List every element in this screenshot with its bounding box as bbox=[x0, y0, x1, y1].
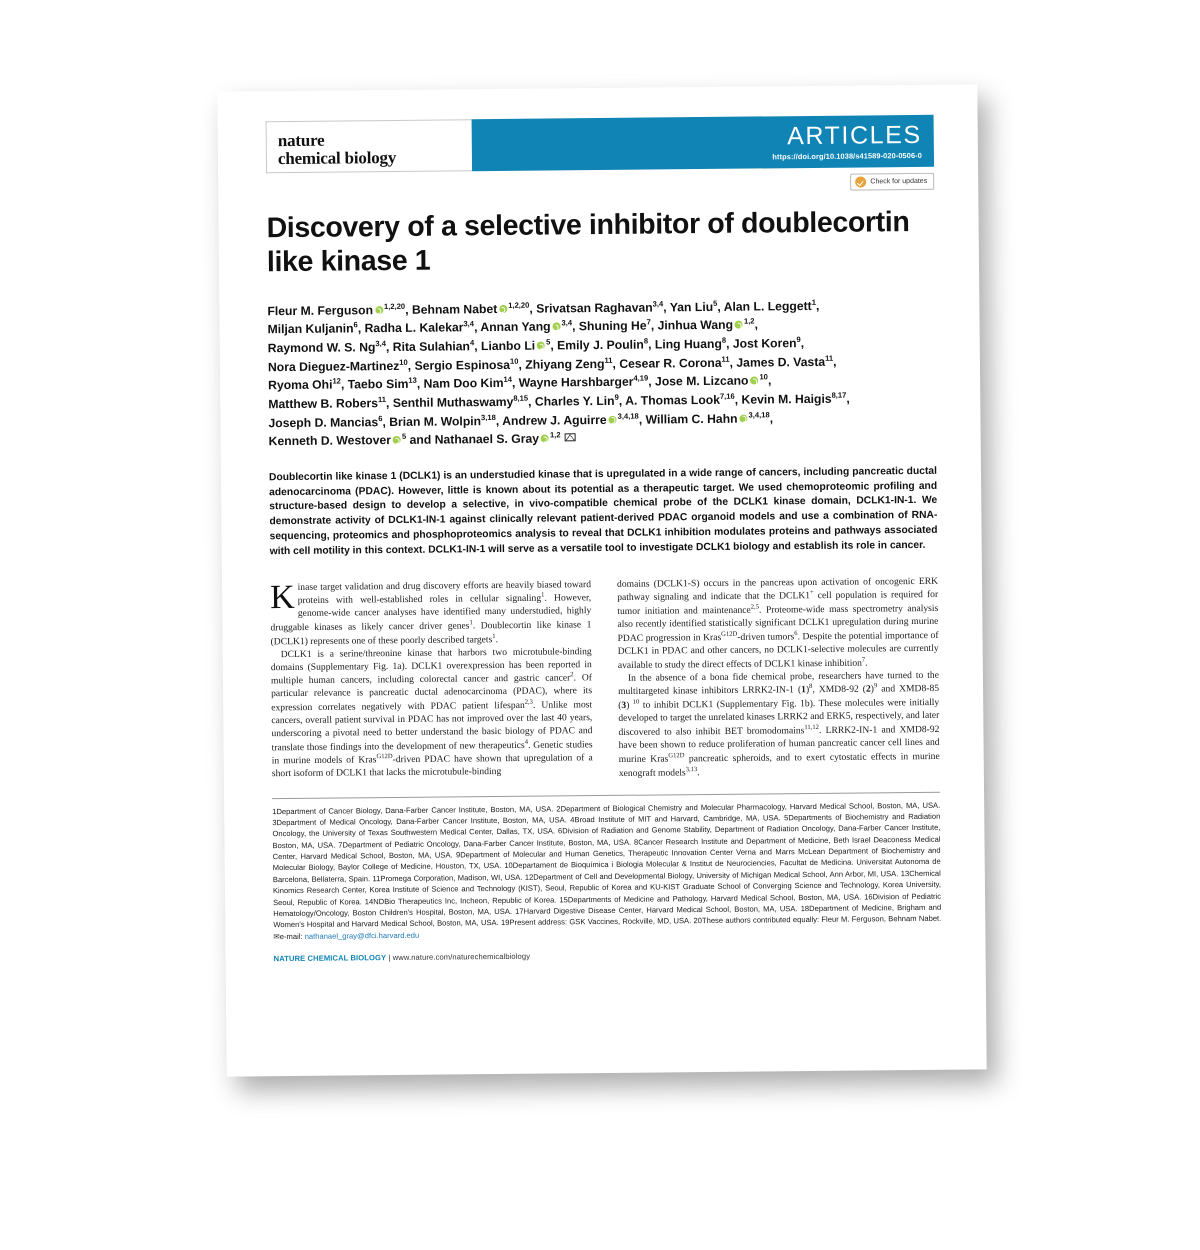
orcid-icon[interactable] bbox=[735, 321, 743, 329]
drop-cap: K bbox=[269, 578, 295, 616]
footer-journal-name: NATURE CHEMICAL BIOLOGY bbox=[273, 953, 387, 964]
author-list bbox=[267, 296, 936, 451]
paragraph: In the absence of a bona fide chemical probe, researchers have turned to the multitargeted kinase inhibitors LRRK2-IN-1 $(1)^8$, XMD8-92 $(2)^9$ and XMD8-85 (3) $^{10}$ to inhibit DCLK1 (Supplementary Fig. 1b). These molecules were initially developed to target the unrelated kinases LRRK2 and ERK5, respectively, and later discovered to also inhibit BET bromodomains$^{11,12}$. LRRK2-IN-1 and XMD8-92 have been shown to reduce proliferation of human pancreatic cancer cell lines and murine Kras$^{G12D}$ pancreatic spheroids, and to exert cytostatic effects in murine xenograft models$^{3,13}$. bbox=[618, 669, 940, 779]
page-title: Discovery of a selective inhibitor of doublecortin like kinase 1 bbox=[266, 206, 910, 279]
footer-url[interactable]: www.nature.com/naturechemicalbiology bbox=[392, 951, 531, 963]
orcid-icon[interactable] bbox=[499, 305, 507, 313]
body-column-right bbox=[617, 575, 940, 780]
author-line-6: Matthew B. Robers$^{11}$, Senthil Muthaswamy$^{8,15}$, Charles Y. Lin$^9$, A. Thomas Look$^{7,16}$, Kevin M. Haigis$^{8,17}$, bbox=[268, 390, 850, 412]
body-column-left bbox=[270, 579, 593, 784]
paragraph: domains (DCLK1-S) occurs in the pancreas upon activation of oncogenic ERK pathway signaling and indicate that the DCLK1+ cell population is required for tumor initiation and maintenance$^{2,5}$. Proteome-wide mass spectrometry analysis also recently identified statistically significant DCLK1 upregulation during murine PDAC progression in Kras$^{G12D}$-driven tumors$^6$. Despite the potential importance of DCLK1 in PDAC and other cancers, no DCLK1-selective molecules are currently available to study the direct effects of DCLK1 kinase inhibition$^7$. bbox=[616, 575, 939, 671]
check-for-updates-label: Check for updates bbox=[870, 177, 928, 186]
journal-logo bbox=[266, 119, 472, 173]
doi-link[interactable]: https://doi.org/10.1038/s41589-020-0506-0 bbox=[772, 150, 922, 161]
author-line-8: Kenneth D. Westover $^5$ and Nathanael S. Gray $^{1,2}$ bbox=[269, 431, 576, 448]
check-for-updates-button[interactable] bbox=[850, 173, 934, 191]
affiliations-divider bbox=[272, 791, 940, 798]
paragraph: Kinase target validation and drug discovery efforts are heavily biased toward proteins with well-established roles in cellular signaling$^1$. However, genome-wide cancer analyses have identified many understudied, highly druggable kinases as likely cancer driver genes$^1$. Doublecortin like kinase 1 (DCLK1) represents one of these poorly described targets$^1$. bbox=[269, 578, 592, 648]
orcid-icon[interactable] bbox=[553, 323, 561, 331]
paper-sheet bbox=[217, 84, 986, 1076]
orcid-icon[interactable] bbox=[537, 342, 545, 350]
page-content bbox=[266, 115, 942, 964]
paragraph: DCLK1 is a serine/threonine kinase that harbors two microtubule-binding domains (Supplementary Fig. 1a). DCLK1 overexpression has been reported in multiple human cancers, including colorectal cancer and gastric cancer$^2$. Of particular relevance is pancreatic ductal adenocarcinoma (PDAC), where its expression correlates negatively with PDAC patient lifespan$^{2,3}$. Unlike most cancers, overall patient survival in PDAC has not improved over the last 40 years, underscoring a pivotal need to better understand the basic biology of PDAC and translate those findings into the development of new therapeutics$^4$. Genetic studies in murine models of Kras$^{G12D}$-driven PDAC have shown that upregulation of a short isoform of DCLK1 that lacks the microtubule-binding bbox=[270, 645, 593, 780]
section-label: ARTICLES bbox=[786, 120, 922, 150]
journal-masthead bbox=[266, 115, 934, 173]
page-footer bbox=[274, 948, 942, 963]
orcid-icon[interactable] bbox=[740, 414, 748, 422]
orcid-icon[interactable] bbox=[541, 435, 549, 443]
body-columns bbox=[270, 575, 940, 783]
orcid-icon[interactable] bbox=[375, 306, 383, 314]
section-banner bbox=[472, 115, 934, 171]
corresponding-email-link[interactable]: nathanael_gray@dfci.harvard.edu bbox=[304, 930, 420, 941]
author-line-1: Fleur M. Ferguson $^{1,2,20}$, Behnam Nabet $^{1,2,20}$, Srivatsan Raghavan$^{3,4}$, Yan Liu$^5$, Alan L. Leggett$^1$, bbox=[267, 297, 820, 319]
updates-row bbox=[266, 173, 934, 196]
footer-separator: | bbox=[386, 953, 393, 963]
orcid-icon[interactable] bbox=[609, 415, 617, 423]
journal-logo-line2: chemical biology bbox=[277, 147, 397, 169]
journal-logo-line1: nature bbox=[277, 130, 325, 150]
author-line-3: Raymond W. S. Ng$^{3,4}$, Rita Sulahian$^4$, Lianbo Li $^5$, Emily J. Poulin$^8$, Ling Huang$^8$, Jost Koren$^9$, bbox=[267, 335, 805, 356]
orcid-icon[interactable] bbox=[750, 377, 758, 385]
abstract: Doublecortin like kinase 1 (DCLK1) is an understudied kinase that is upregulated in a wide range of cancers, including pancreatic ductal adenocarcinoma (PDAC). However, little is known about its potential as a therapeutic target. We used chemoproteomic profiling and structure-based design to develop a selective, in vivo-compatible chemical probe of the DCLK1 kinase domain, DCLK1-IN-1. We demonstrate activity of DCLK1-IN-1 against clinically relevant patient-derived PDAC organoid models and use a combination of RNA-sequencing, proteomics and phosphoproteomics analysis to reveal that DCLK1 inhibition modulates proteins and pathways associated with cell motility in this context. DCLK1-IN-1 will serve as a versatile tool to investigate DCLK1 biology and establish its role in cancer. bbox=[268, 465, 938, 557]
author-line-5: Ryoma Ohi$^{12}$, Taebo Sim$^{13}$, Nam Doo Kim$^{14}$, Wayne Harshbarger$^{4,19}$, Jose M. Lizcano $^{10}$, bbox=[268, 372, 772, 393]
email-icon[interactable] bbox=[565, 433, 576, 442]
affiliations-text: 1Department of Cancer Biology, Dana-Farber Cancer Institute, Boston, MA, USA. 2Department of Biological Chemistry and Molecular Pharmacology, Harvard Medical School, Boston, MA, USA. 3Department of Medical Oncology, Dana-Farber Cancer Institute, Boston, MA, USA. 4Broad Institute of MIT and Harvard, Cambridge, MA, USA. 5Departments of Biochemistry and Radiation Oncology, the University of Texas Southwestern Medical Center, Dallas, TX, USA. 6Division of Radiation and Genome Stability, Department of Radiation Oncology, Dana-Farber Cancer Institute, Boston, MA, USA. 7Department of Pediatric Oncology, Dana-Farber Cancer Institute, Boston, MA, USA. 8Cancer Research Institute and Department of Medicine, Beth Israel Deaconess Medical Center, Harvard Medical School, Boston, MA, USA. 9Department of Molecular and Human Genetics, Therapeutic Innovation Center Verna and Marrs McLean Department of Biochemistry and Molecular Biology, Baylor College of Medicine, Houston, TX, USA. 10Departament de Bioquímica i Biologia Molecular & Institut de Neurociencies, Facultat de Medicina. Universitat Autonoma de Barcelona, Bellaterra, Spain. 11Promega Corporation, Madison, WI, USA. 12Department of Cell and Developmental Biology, University of Michigan Medical School, Ann Arbor, MI, USA. 13Chemical Kinomics Research Center, Korea Institute of Science and Technology (KIST), Seoul, Republic of Korea and KU-KIST Graduate School of Converging Science and Technology, Korea University, Seoul, Republic of Korea. 14NDBio Therapeutics Inc, Incheon, Republic of Korea. 15Departments of Medicine and Pathology, Harvard Medical School, Boston, MA, USA. 16Division of Pediatric Hematology/Oncology, Boston Children's Hospital, Boston, MA, USA. 17Harvard Digestive Disease Center, Harvard Medical School, Boston, MA, USA. 18Department of Medicine, Brigham and Women's Hospital and Harvard Medical School, Boston, MA, USA. 19Present address: GSK Vaccines, Rockville, MD, USA. 20These authors contributed equally: Fleur M. Ferguson, Behnam Nabet. ✉e-mail: bbox=[272, 800, 942, 941]
author-line-4: Nora Dieguez-Martinez$^{10}$, Sergio Espinosa$^{10}$, Zhiyang Zeng$^{11}$, Cesear R. Corona$^{11}$, James D. Vasta$^{11}$, bbox=[267, 353, 837, 374]
orcid-icon[interactable] bbox=[393, 436, 401, 444]
affiliations bbox=[272, 799, 941, 942]
author-line-7: Joseph D. Mancias$^6$, Brian M. Wolpin$^{3,18}$, Andrew J. Aguirre $^{3,4,18}$, William C. Hahn $^{3,4,18}$, bbox=[268, 409, 774, 430]
author-line-2: Miljan Kuljanin$^6$, Radha L. Kalekar$^{3,4}$, Annan Yang $^{3,4}$, Shuning He$^7$, Jinhua Wang $^{1,2}$, bbox=[267, 316, 759, 337]
crossmark-icon bbox=[855, 176, 866, 187]
